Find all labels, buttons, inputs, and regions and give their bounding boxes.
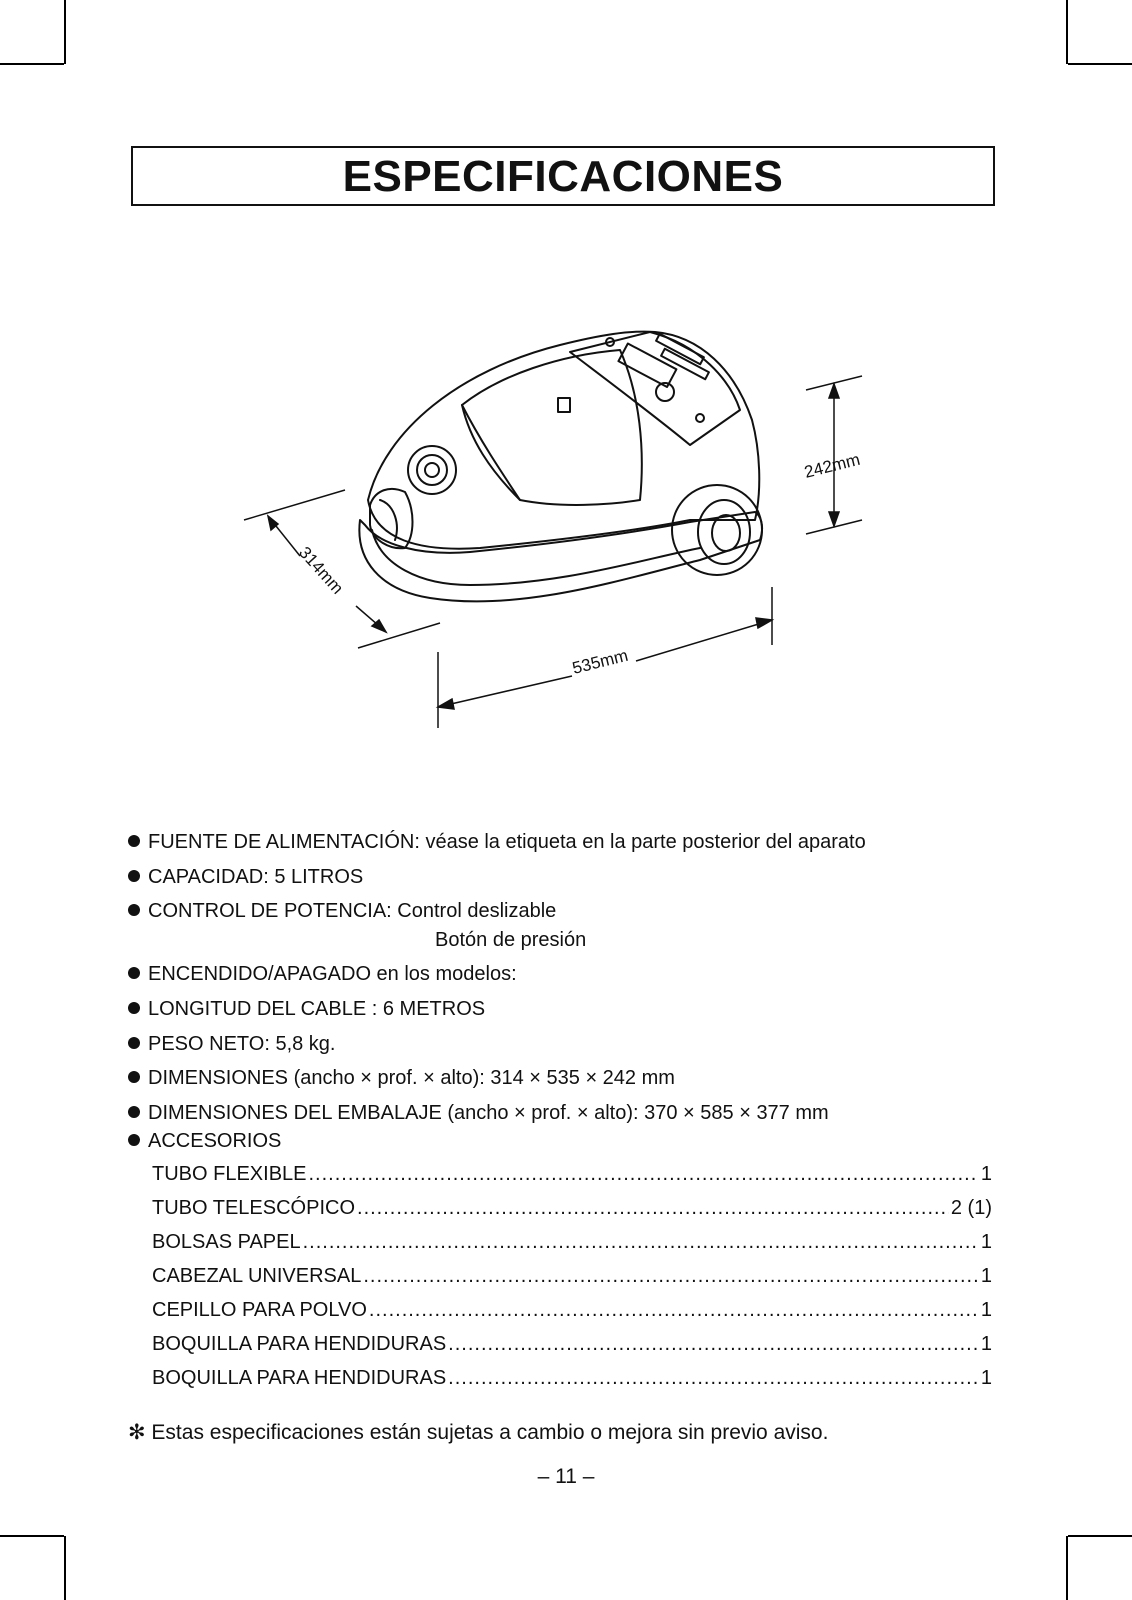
spec-capacity: CAPACIDAD: 5 LITROS (128, 865, 363, 889)
vacuum-control-panel (570, 332, 740, 445)
hose-socket (408, 446, 456, 494)
crop-mark-bottom-right (1066, 1536, 1068, 1600)
height-dimension-label: 242mm (802, 449, 862, 482)
spec-power-control: CONTROL DE POTENCIA: Control deslizable (128, 899, 556, 923)
accessory-row: TUBO TELESCÓPICO ..... 2 (1) (152, 1196, 992, 1220)
spec-package-dimensions: DIMENSIONES DEL EMBALAJE (ancho × prof. × alto): 370 × 585 × 377 mm (128, 1101, 829, 1125)
bullet-icon (128, 1106, 140, 1118)
page-title: ESPECIFICACIONES (342, 152, 784, 201)
bullet-icon (128, 1071, 140, 1083)
bullet-icon (128, 904, 140, 916)
accessory-row: CEPILLO PARA POLVO ..... 1 (152, 1298, 992, 1322)
spec-power-control-sub: Botón de presión (435, 929, 587, 951)
footnote: ✻ Estas especificaciones están sujetas a cambio o mejora sin previo aviso. (128, 1421, 829, 1444)
bullet-icon (128, 1002, 140, 1014)
spec-accessories: ACCESORIOS (128, 1129, 281, 1153)
accessory-row: CABEZAL UNIVERSAL ..... 1 (152, 1264, 992, 1288)
rear-wheel (672, 485, 762, 575)
accessory-row: BOQUILLA PARA HENDIDURAS ..... 1 (152, 1332, 992, 1356)
spec-cable-length: LONGITUD DEL CABLE : 6 METROS (128, 997, 485, 1021)
bullet-icon (128, 1134, 140, 1146)
bullet-icon (128, 1037, 140, 1049)
vacuum-cleaner-illustration (0, 0, 1132, 760)
accessory-row: BOQUILLA PARA HENDIDURAS ..... 1 (152, 1366, 992, 1390)
crop-mark-bottom-left (64, 1536, 66, 1600)
crop-mark-bottom-left (0, 1535, 64, 1537)
accessory-row: TUBO FLEXIBLE ..... 1 (152, 1162, 992, 1186)
spec-on-off: ENCENDIDO/APAGADO en los modelos: (128, 962, 517, 986)
depth-dimension-label: 314mm (295, 542, 348, 598)
page-number: – 11 – (537, 1465, 595, 1488)
width-dimension-label: 535mm (570, 645, 630, 678)
bullet-icon (128, 870, 140, 882)
bullet-icon (128, 835, 140, 847)
front-intake (370, 489, 413, 548)
vacuum-lid (462, 350, 642, 505)
spec-net-weight: PESO NETO: 5,8 kg. (128, 1032, 335, 1056)
crop-mark-bottom-right (1068, 1535, 1132, 1537)
accessory-row: BOLSAS PAPEL ..... 1 (152, 1230, 992, 1254)
spec-power-supply: FUENTE DE ALIMENTACIÓN: véase la etiqueta en la parte posterior del aparato (128, 830, 866, 854)
vacuum-bumper (359, 512, 762, 601)
bullet-icon (128, 967, 140, 979)
spec-dimensions: DIMENSIONES (ancho × prof. × alto): 314 × 535 × 242 mm (128, 1066, 675, 1090)
